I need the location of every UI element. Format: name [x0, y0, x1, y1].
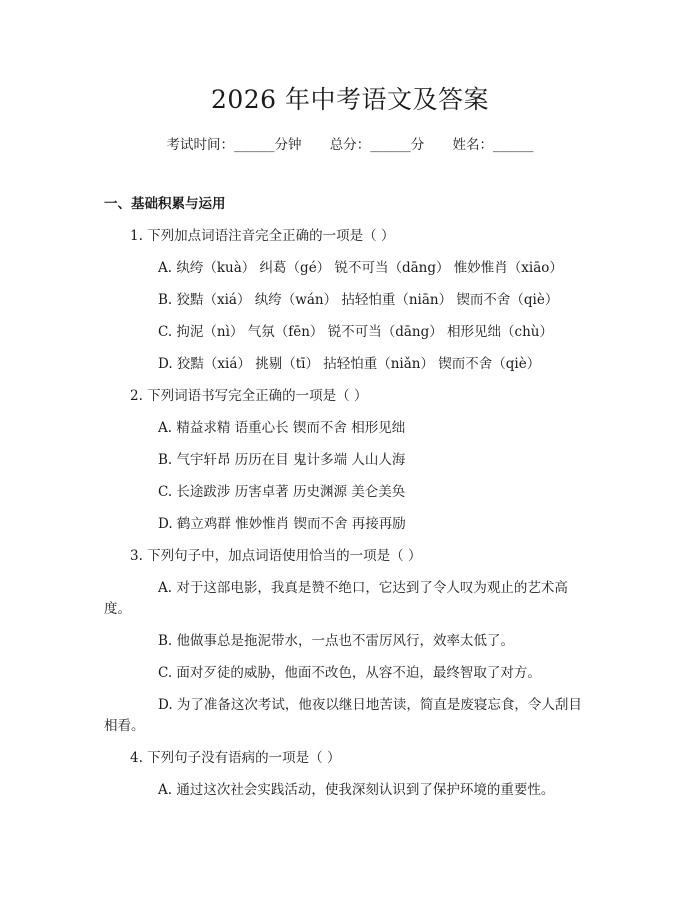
exam-title: 2026 年中考语文及答案 [210, 85, 490, 114]
question-1-option-d: D. 狡黠（xiá） 挑剔（tī） 拈轻怕重（niǎn） 锲而不舍（qiè） [158, 356, 541, 372]
student-name-field: 姓名：______ [452, 137, 534, 153]
question-2-option-d: D. 鹤立鸡群 惟妙惟肖 锲而不舍 再接再励 [158, 516, 406, 532]
question-1-option-b: B. 狡黠（xiá） 纨绔（wán） 拈轻怕重（niān） 锲而不舍（qiè） [158, 292, 559, 308]
question-4-option-a: A. 通过这次社会实践活动，使我深刻认识到了保护环境的重要性。 [158, 782, 555, 798]
question-3-option-a: A. 对于这部电影，我真是赞不绝口，它达到了令人叹为观止的艺术高 [158, 580, 568, 596]
question-3-option-c: C. 面对歹徒的威胁，他面不改色，从容不迫，最终智取了对方。 [158, 665, 541, 681]
question-1-option-a: A. 纨绔（kuà） 纠葛（gé） 锐不可当（dāng） 惟妙惟肖（xiāo） [158, 260, 563, 276]
total-score-field: 总分：______分 [329, 137, 425, 153]
question-3-stem: 3. 下列句子中，加点词语使用恰当的一项是（ ） [130, 548, 422, 564]
question-2-option-c: C. 长途跋涉 历害卓著 历史渊源 美仑美奂 [158, 484, 406, 500]
question-3-option-b: B. 他做事总是拖泥带水，一点也不雷厉风行，效率太低了。 [158, 633, 515, 649]
question-2-option-a: A. 精益求精 语重心长 锲而不舍 相形见绌 [158, 420, 406, 436]
exam-time-field: 考试时间：______分钟 [166, 137, 302, 153]
exam-info-line [0, 133, 700, 153]
section-heading: 一、基础积累与运用 [104, 196, 226, 212]
question-1-option-c: C. 拘泥（nì） 气氛（fēn） 锐不可当（dāng） 相形见绌（chù） [158, 324, 553, 340]
question-2-option-b: B. 气宇轩昂 历历在目 鬼计多端 人山人海 [158, 452, 406, 468]
question-2-stem: 2. 下列词语书写完全正确的一项是（ ） [130, 388, 368, 404]
question-4-stem: 4. 下列句子没有语病的一项是（ ） [130, 750, 341, 766]
question-1-stem: 1. 下列加点词语注音完全正确的一项是（ ） [130, 228, 395, 244]
question-3-option-a-continued: 度。 [104, 601, 131, 617]
question-3-option-d: D. 为了准备这次考试，他夜以继日地苦读，简直是废寝忘食，令人刮目 [158, 697, 582, 713]
question-3-option-d-continued: 相看。 [104, 718, 145, 734]
